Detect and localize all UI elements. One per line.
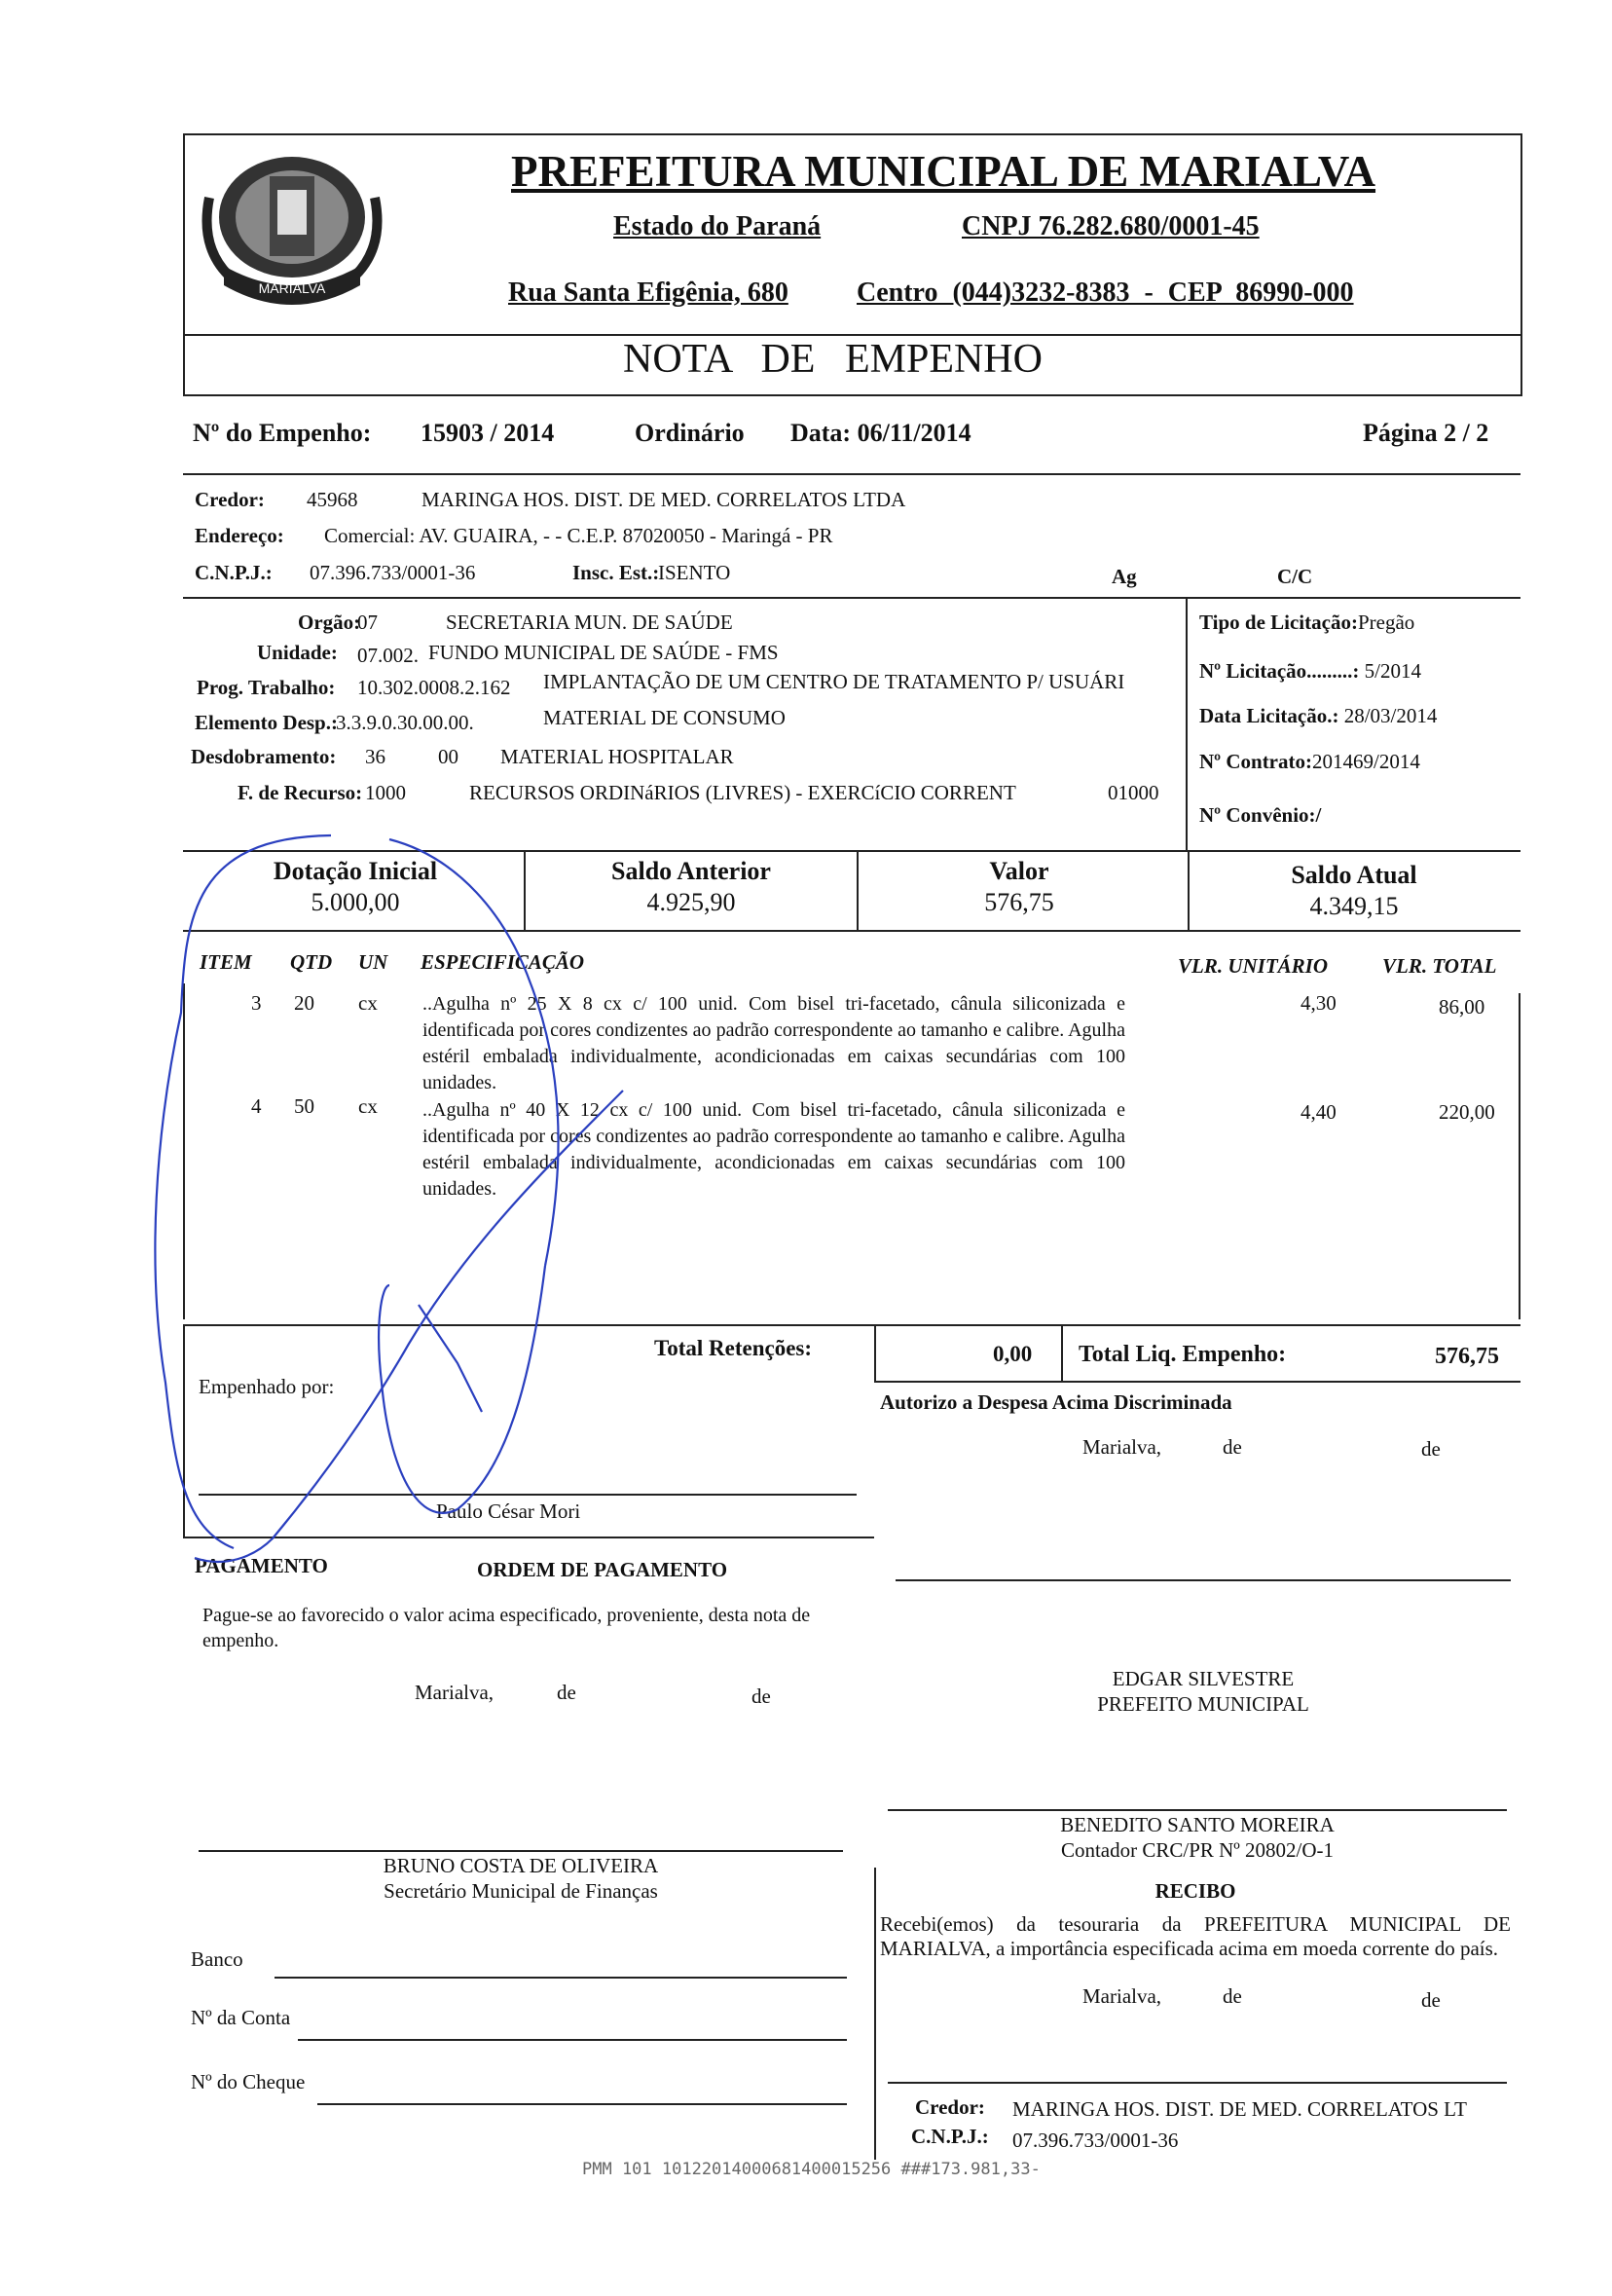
elemento-code: 3.3.9.0.30.00.00.: [336, 711, 474, 734]
item-2-unit: 4,40: [1301, 1100, 1337, 1124]
empenho-type: Ordinário: [635, 419, 745, 447]
empenho-number: 15903 / 2014: [421, 419, 555, 447]
orgao-code: 07: [357, 611, 378, 634]
header-cnpj: CNPJ 76.282.680/0001-45: [962, 211, 1260, 241]
contrato-label: Nº Contrato:: [1199, 750, 1312, 773]
item-1-spec: ..Agulha nº 25 X 8 cx c/ 100 unid. Com bisel tri-facetado, cânula siliconizada e identificada por cores condizentes ao padrão correspondente ao tamanho e calibre. Agulha estéril embalada individualmente, acondicionadas em caixas secundárias com 100 unidades.: [422, 993, 1125, 1093]
liq-label: Total Liq. Empenho:: [1079, 1342, 1287, 1367]
saldo-anterior-value: 4.925,90: [646, 888, 736, 916]
cnpj-label: C.N.P.J.:: [195, 561, 273, 584]
tipo-licitacao-label-text: Tipo de Licitação:: [1199, 611, 1358, 634]
contrato-value: 201469/2014: [1312, 750, 1420, 773]
municipality-title: PREFEITURA MUNICIPAL DE MARIALVA: [511, 147, 1376, 196]
item-2-qtd: 50: [294, 1094, 314, 1118]
data-licitacao-value: 28/03/2014: [1343, 704, 1438, 727]
empenho-label: Nº do Empenho:: [193, 419, 372, 447]
autorizo-de-1: de: [1223, 1435, 1242, 1459]
autorizo-label: Autorizo a Despesa Acima Discriminada: [880, 1390, 1232, 1414]
desdobramento-code2: 00: [438, 745, 458, 768]
recurso-code: 1000: [365, 781, 406, 804]
endereco-value: Comercial: AV. GUAIRA, - - C.E.P. 87020050 - Maringá - PR: [324, 524, 833, 547]
item-2-spec: ..Agulha nº 40 X 12 cx c/ 100 unid. Com bisel tri-facetado, cânula siliconizada e identificada por cores condizentes ao padrão correspondente ao tamanho e calibre. Agulha estéril embalada individualmente, acondicionadas em caixas secundárias com 100 unidades.: [422, 1099, 1125, 1200]
item-1-qtd: 20: [294, 991, 314, 1015]
convenio-label: Nº Convênio:/: [1199, 803, 1322, 827]
recibo-de-2: de: [1421, 1988, 1441, 2012]
valor-value: 576,75: [984, 888, 1054, 916]
prog-code: 10.302.0008.2.162: [357, 676, 511, 699]
conta-label: Nº da Conta: [191, 2006, 291, 2029]
unidade-name: FUNDO MUNICIPAL DE SAÚDE - FMS: [428, 641, 779, 664]
col-spec-header: ESPECIFICAÇÃO: [421, 950, 585, 974]
insc-label: Insc. Est.:: [572, 561, 660, 584]
item-1-number: 3: [251, 991, 262, 1015]
item-1-total: 86,00: [1439, 995, 1485, 1018]
cc-label: C/C: [1277, 565, 1313, 588]
credor-code: 45968: [307, 488, 358, 511]
recibo-marialva: Marialva,: [1082, 1984, 1162, 2008]
prefeito-role: PREFEITO MUNICIPAL: [1097, 1692, 1309, 1716]
pagamento-de-1: de: [557, 1681, 576, 1704]
item-2-un: cx: [358, 1094, 378, 1118]
empenho-date: Data: 06/11/2014: [790, 419, 971, 447]
num-licitacao-label: Nº Licitação.........:: [1199, 659, 1360, 683]
cnpj-value: 07.396.733/0001-36: [310, 561, 476, 584]
recibo-text: Recebi(emos) da tesouraria da PREFEITURA MUNICIPAL DE MARIALVA, a importância especificada acima em moeda corrente do país.: [880, 1912, 1511, 1960]
contador-role: Contador CRC/PR Nº 20802/O-1: [1060, 1838, 1335, 1862]
retencoes-value: 0,00: [993, 1342, 1033, 1366]
valor-label: Valor: [989, 857, 1049, 885]
banco-label: Banco: [191, 1947, 243, 1971]
item-1-unit: 4,30: [1301, 991, 1337, 1015]
num-licitacao-value: 5/2014: [1364, 659, 1421, 683]
credor-label: Credor:: [195, 488, 265, 511]
unidade-code: 07.002.: [357, 644, 419, 667]
prog-label: Prog. Trabalho:: [197, 676, 336, 699]
endereco-label: Endereço:: [195, 524, 284, 547]
footer-code: PMM 101 10122014000681400015256 ###173.981,33-: [582, 2160, 1041, 2179]
state-name: Estado do Paraná: [613, 211, 822, 241]
orgao-label: Orgão:: [298, 611, 361, 634]
recibo-credor-label: Credor:: [915, 2095, 985, 2119]
recurso-name: RECURSOS ORDINáRIOS (LIVRES) - EXERCíCIO CORRENT: [469, 781, 1016, 804]
elemento-label: Elemento Desp.:: [195, 711, 338, 734]
pague-se-text: Pague-se ao favorecido o valor acima especificado, proveniente, desta nota de empenho.: [202, 1605, 811, 1651]
insc-value: ISENTO: [658, 561, 731, 584]
saldo-anterior-label: Saldo Anterior: [611, 857, 771, 885]
pagamento-marialva: Marialva,: [415, 1681, 495, 1704]
dotacao-value: 5.000,00: [311, 888, 400, 916]
saldo-atual-value: 4.349,15: [1309, 892, 1399, 920]
desdobramento-code1: 36: [365, 745, 385, 768]
col-un-header: UN: [358, 950, 388, 974]
recibo-cnpj-value: 07.396.733/0001-36: [1012, 2129, 1179, 2152]
item-2-number: 4: [251, 1094, 262, 1118]
recurso-label: F. de Recurso:: [238, 781, 363, 804]
seal-label: MARIALVA: [258, 280, 326, 296]
recibo-cnpj-label: C.N.P.J.:: [911, 2125, 989, 2148]
recibo-de-1: de: [1223, 1984, 1242, 2008]
liq-value: 576,75: [1435, 1344, 1499, 1369]
cheque-label: Nº do Cheque: [191, 2070, 306, 2093]
col-unit-header: VLR. UNITÁRIO: [1178, 954, 1329, 978]
secretario-role: Secretário Municipal de Finanças: [384, 1879, 658, 1903]
pagamento-label: PAGAMENTO: [195, 1554, 328, 1577]
tipo-licitacao-value: Pregão: [1357, 611, 1415, 634]
contador-name: BENEDITO SANTO MOREIRA: [1060, 1813, 1335, 1836]
recibo-title: RECIBO: [1154, 1879, 1236, 1903]
data-licitacao-label: Data Licitação.:: [1199, 704, 1339, 727]
autorizo-de-2: de: [1421, 1437, 1441, 1461]
col-total-header: VLR. TOTAL: [1382, 954, 1497, 978]
empenhado-por-label: Empenhado por:: [199, 1375, 335, 1398]
header-street: Rua Santa Efigênia, 680: [508, 278, 788, 308]
page-number: Página 2 / 2: [1363, 419, 1489, 447]
col-qtd-header: QTD: [290, 950, 333, 974]
prefeito-name: EDGAR SILVESTRE: [1112, 1667, 1295, 1690]
item-1-un: cx: [358, 991, 378, 1015]
ordem-pagamento-label: ORDEM DE PAGAMENTO: [477, 1558, 728, 1581]
desdobramento-label: Desdobramento:: [191, 745, 337, 768]
orgao-name: SECRETARIA MUN. DE SAÚDE: [446, 611, 733, 634]
ag-label: Ag: [1112, 565, 1137, 588]
saldo-atual-label: Saldo Atual: [1291, 861, 1417, 889]
desdobramento-name: MATERIAL HOSPITALAR: [500, 745, 734, 768]
autorizo-marialva: Marialva,: [1082, 1435, 1162, 1459]
recibo-credor-value: MARINGA HOS. DIST. DE MED. CORRELATOS LT: [1012, 2097, 1467, 2121]
retencoes-label: Total Retenções:: [654, 1336, 813, 1360]
prog-name: IMPLANTAÇÃO DE UM CENTRO DE TRATAMENTO P/ USUÁRI: [543, 670, 1125, 693]
recurso-num: 01000: [1108, 781, 1159, 804]
item-2-total: 220,00: [1439, 1100, 1495, 1124]
empenhador-name: Paulo César Mori: [436, 1500, 581, 1523]
secretario-name: BRUNO COSTA DE OLIVEIRA: [383, 1854, 659, 1877]
dotacao-label: Dotação Inicial: [273, 857, 438, 885]
header-address: Centro (044)3232-8383 - CEP 86990-000: [857, 278, 1354, 308]
credor-name: MARINGA HOS. DIST. DE MED. CORRELATOS LTDA: [421, 488, 906, 511]
unidade-label: Unidade:: [257, 641, 338, 664]
elemento-name: MATERIAL DE CONSUMO: [543, 706, 786, 729]
pagamento-de-2: de: [751, 1685, 771, 1708]
document-title: NOTA DE EMPENHO: [623, 337, 1043, 382]
col-item-header: ITEM: [200, 950, 252, 974]
